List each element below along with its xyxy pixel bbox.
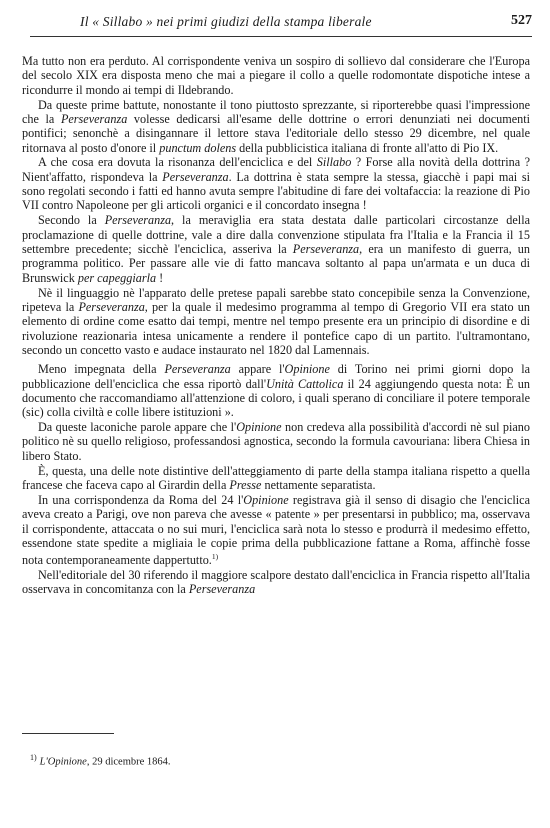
text-run: . La dottrina è stata sempre la stessa, giacchè i papi mai si sono regolati secondo i fatti ed hanno avuta sempre l'abitudine di fare dei voltafaccia: la reazione di Pio VII contro Napoleone per gli articoli organici e il concordato insegna !: [22, 169, 530, 213]
italic-run: Opinione: [243, 492, 289, 507]
italic-run: Perseveranza: [60, 111, 128, 126]
italic-run: per capeggiarla: [77, 270, 157, 285]
italic-run: Perseveranza: [164, 362, 231, 377]
footnote-rule: [22, 733, 114, 734]
text-run: della pubblicistica italiana di fronte all'atto di Pio IX.: [236, 140, 499, 155]
text-run: , per la quale il medesimo programma al tempo di Gregorio VII era stato un elemento di ordine come esatto dai tempi, mentre nel tempo presente era un principio di disordine e di rivoluzione reazionaria intesa unicamente a rendere il pontefice capo di un partito. l'ultramontano, secondo un concetto vasto e audace instaurato nel 1820 dal Lamennais.: [22, 299, 530, 357]
text-run: volesse dedicarsi all'esame delle dottrine o errori denunziati nei documenti pontifici; senonchè a disingannare il lettore stava l'editoriale dello stesso 29 dicembre, nel quale ritornava al posto d'onore il: [22, 111, 530, 155]
text-run: Ma tutto non era perduto. Al corrispondente veniva un sospiro di sollievo dal considerare che l'Europa del secolo XIX era disposta meno che mai a piegare il collo a quelle rodomontate dispotiche intese a ricondurre il mondo ai tempi di Ildebrando.: [22, 54, 530, 97]
paragraph-9: [22, 493, 530, 568]
text-run: non credeva alla possibilità d'accordi nè sul piano politico nè su quello religioso, professandosi agnostica, secondo la formula cavouriana: libera Chiesa in libero Stato.: [22, 420, 530, 463]
paragraph-3: [22, 155, 530, 212]
italic-run: Presse: [229, 477, 262, 492]
footnote-mark: 1): [30, 753, 37, 762]
text-run: Nè il linguaggio nè l'apparato delle pretese papali sarebbe stato concepibile senza la Convenzione, ripeteva la: [22, 285, 530, 314]
page-number: 527: [511, 13, 532, 28]
text-run: È, questa, una delle note distintive dell'atteggiamento di parte della stampa italiana rispetto a quella francese che faceva capo al Girardin della: [22, 463, 530, 492]
italic-run: Perseveranza: [188, 582, 256, 597]
italic-run: Perseveranza: [162, 169, 229, 184]
paragraph-8: [22, 464, 530, 493]
text-run: ? Forse alla novità della dottrina ? Nient'affatto, rispondeva la: [22, 155, 530, 184]
footnote: [30, 753, 171, 768]
text-run: Meno impegnata della: [38, 362, 165, 377]
italic-run: Opinione: [236, 420, 282, 435]
text-run: appare l': [230, 362, 285, 377]
paragraph-6: [22, 362, 530, 419]
paragraph-4: [22, 213, 530, 285]
italic-run: Opinione: [284, 362, 330, 377]
italic-run: punctum dolens: [159, 140, 237, 155]
text-run: Secondo la: [38, 213, 105, 228]
header-rule: [30, 36, 532, 37]
text-run: , era un manifesto di guerra, un programma politico. Per passare alle vie di fatto mancava soltanto al papa un'armata e un duca di Brunswick: [22, 241, 530, 285]
paragraph-2: [22, 98, 530, 155]
text-run: nettamente separatista.: [261, 477, 376, 492]
running-header: [30, 12, 532, 34]
italic-run: Perseveranza: [104, 213, 172, 228]
text-run: In una corrispondenza da Roma del 24 l': [38, 492, 244, 507]
running-title: Il « Sillabo » nei primi giudizi della stampa liberale: [80, 14, 372, 29]
text-run: il 24 aggiungendo questa nota: È un documento che raccomandiamo all'attenzione di coloro, i quali sperano di conciliare il potere temporale (sic) colla civiltà e colle libere istituzioni ».: [22, 376, 530, 420]
paragraph-10: [22, 568, 530, 597]
paragraph-5: [22, 286, 530, 358]
footnote-date: , 29 dicembre 1864.: [86, 756, 171, 768]
italic-run: Unità Cattolica: [266, 376, 344, 391]
footnote-source: L'Opinione: [39, 756, 87, 768]
paragraph-7: [22, 420, 530, 463]
italic-run: Sillabo: [316, 155, 352, 170]
text-run: !: [156, 270, 164, 285]
text-run: registrava già il senso di disagio che l'enciclica aveva creato a Parigi, ove non pareva che avesse « patente » per presentarsi in pubblico; ma, osservava il corrispondente, attaccata o no sui muri, l'enciclica sarà nota lo stesso e produrrà il medesimo effetto, essendone state spedite a migliaia le copie prima della pubblicazione fattane a Roma, affinchè fosse nota contemporaneamente dappertutto.: [22, 492, 530, 568]
paragraph-1: [22, 54, 530, 97]
text-run: , la meraviglia era stata destata dalle particolari circostanze della proclamazione di quelle dottrine, vale a dire dalla convenzione stipulata fra l'Italia e la Francia il 15 settembre precedente; sicchè l'enciclica, asseriva la: [22, 213, 530, 256]
text-run: Da queste laconiche parole appare che l': [38, 420, 237, 435]
italic-run: Perseveranza: [292, 241, 360, 256]
footnote-reference[interactable]: 1): [211, 552, 219, 562]
text-run: Da queste prime battute, nonostante il tono piuttosto sprezzante, si riporterebbe quasi l'impressione che la: [22, 97, 530, 126]
italic-run: Perseveranza: [78, 299, 145, 314]
text-run: A che cosa era dovuta la risonanza dell'enciclica e del: [38, 155, 317, 170]
body-text: [22, 54, 530, 597]
text-run: Nell'editoriale del 30 riferendo il maggiore scalpore destato dall'enciclica in Francia rispetto all'Italia osservava in concomitanza con la: [22, 568, 530, 597]
text-run: di Torino nei primi giorni dopo la pubblicazione dell'enciclica che essa riportò dall': [22, 362, 531, 391]
